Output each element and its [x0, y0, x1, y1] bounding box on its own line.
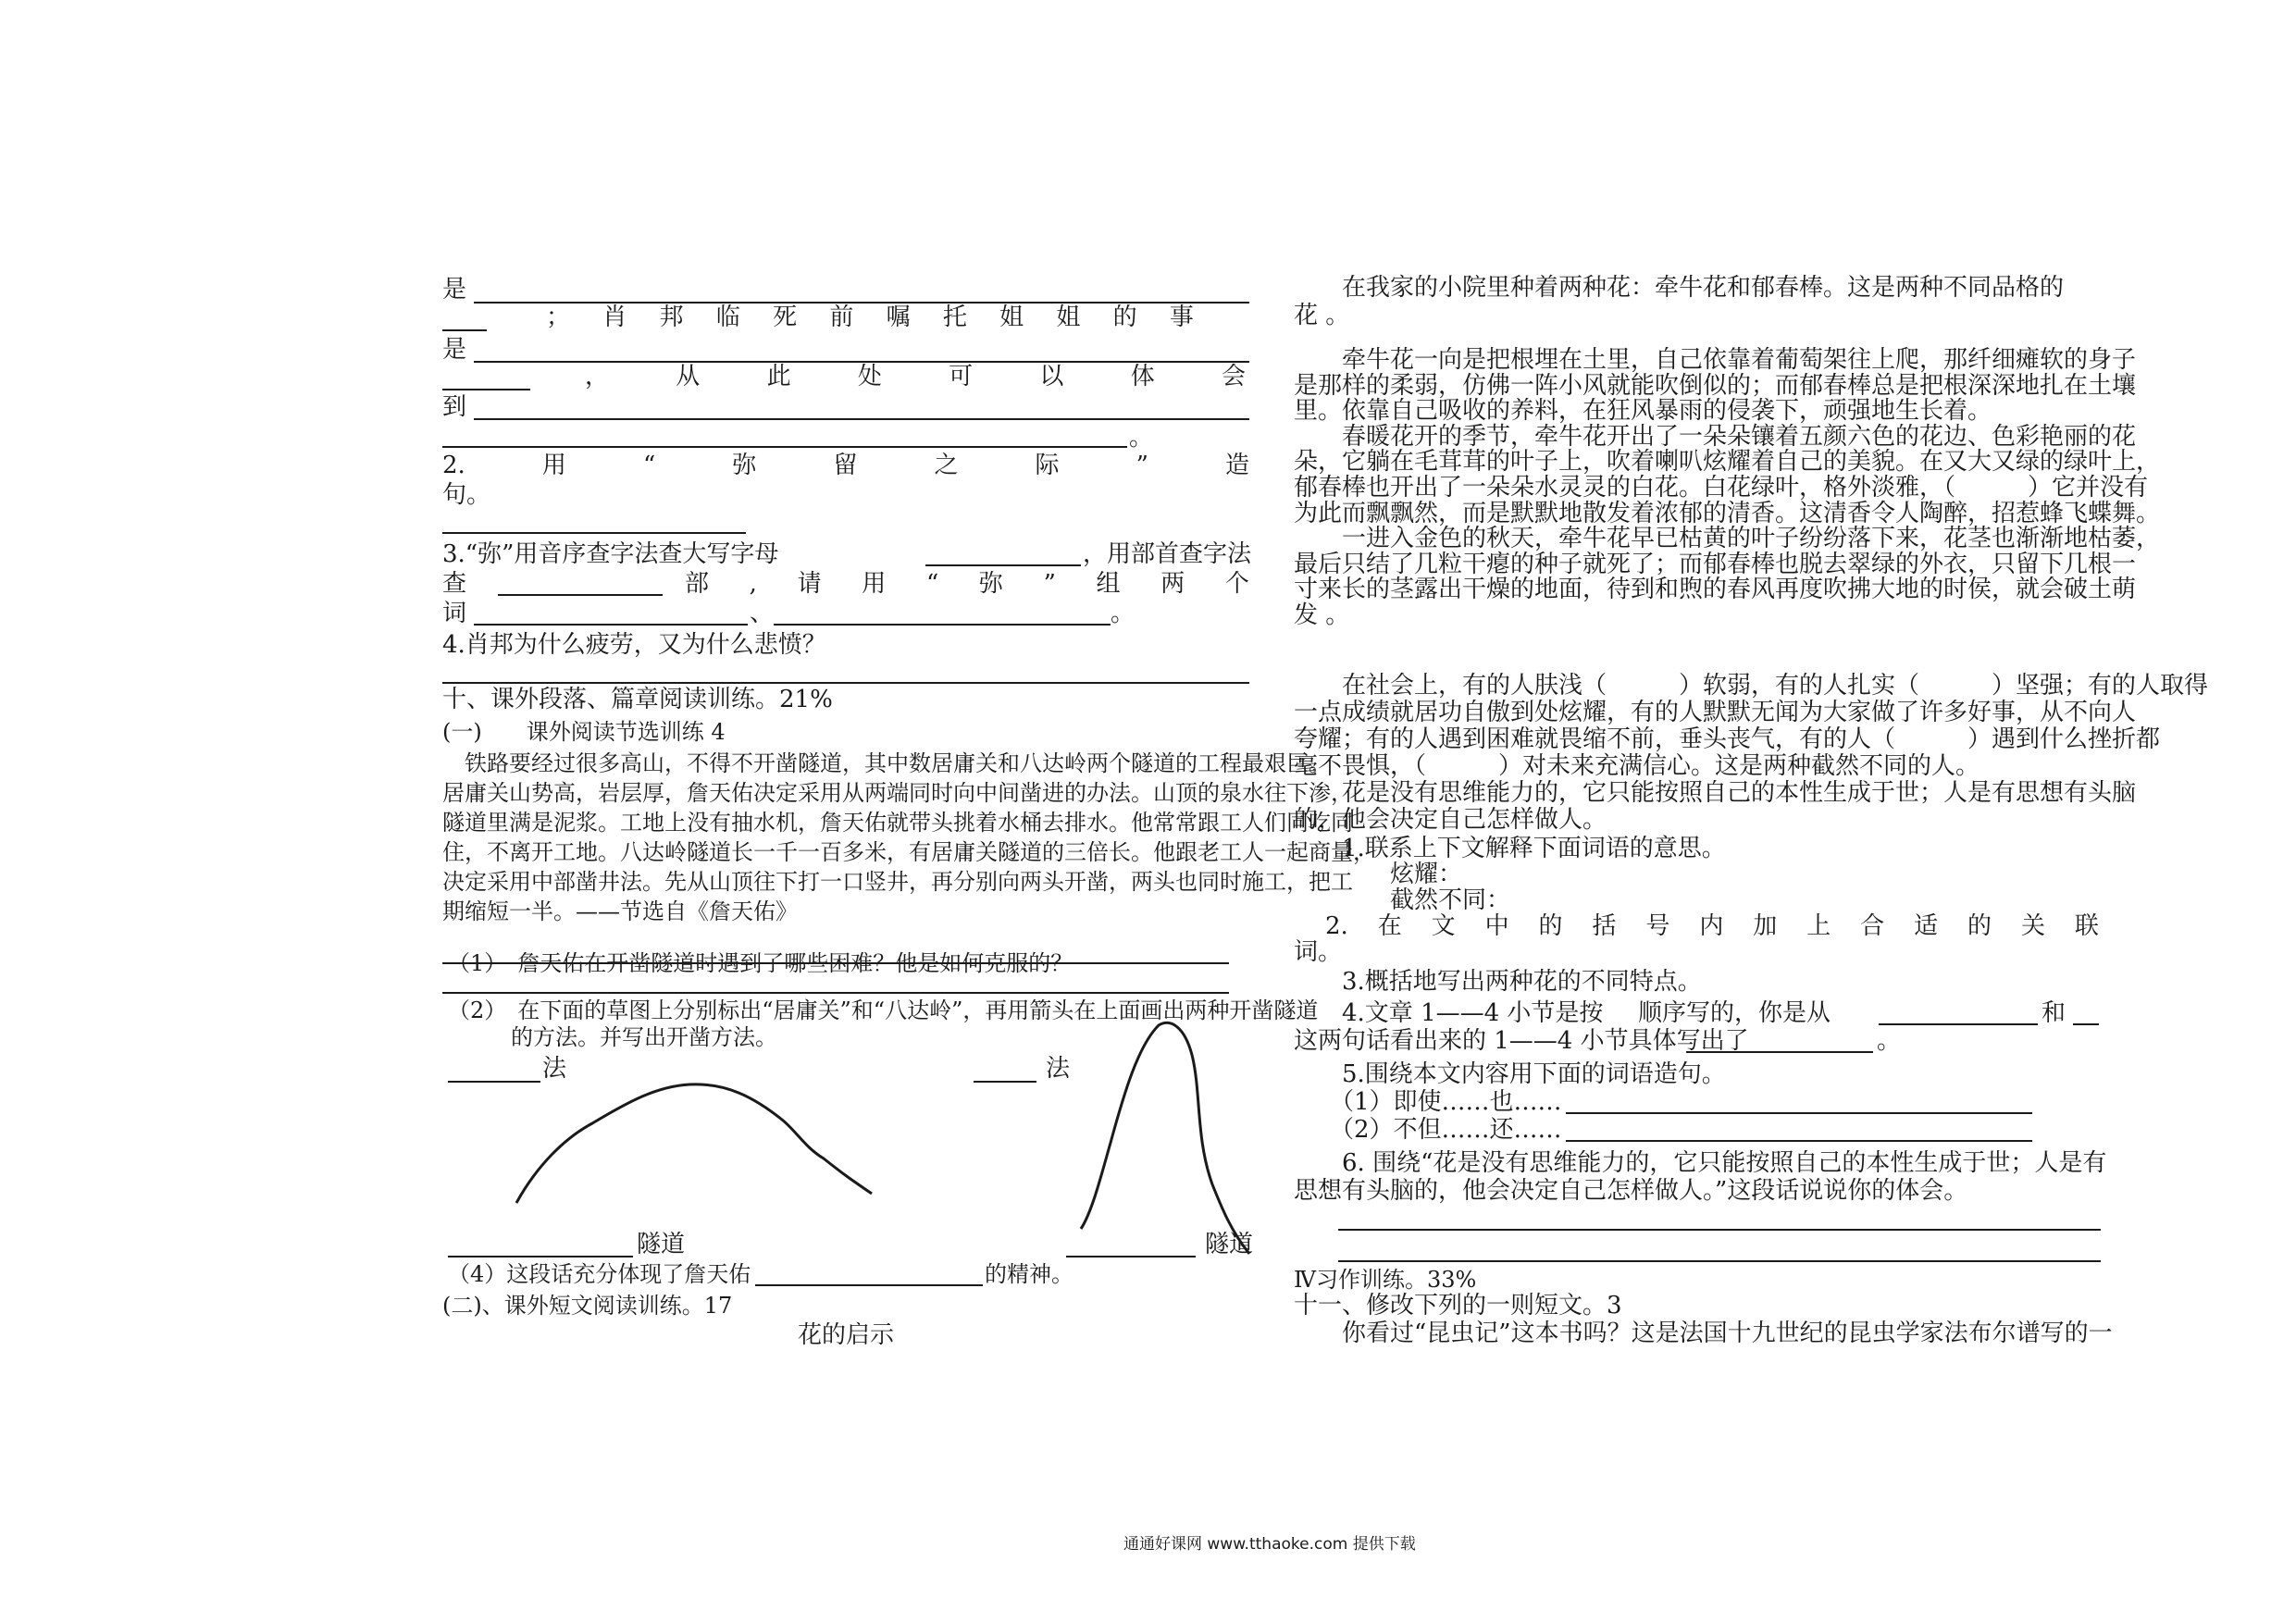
- answer-line: [1566, 1140, 2032, 1142]
- q2-tail: 句。: [442, 481, 491, 509]
- spaced-char: 临: [715, 304, 740, 331]
- spaced-char: 会: [1221, 363, 1246, 390]
- mountain-sketch-juyongguan: [500, 1064, 888, 1221]
- spaced-char: 部: [685, 570, 710, 598]
- spaced-char: 文: [1431, 912, 1456, 940]
- q3-spaced-line: [685, 570, 1249, 598]
- spaced-char: 在: [1377, 912, 1402, 940]
- answer-line: [774, 624, 1111, 626]
- spaced-char: 体: [1130, 363, 1155, 390]
- question-1: 1.联系上下文解释下面词语的意思。: [1294, 835, 1726, 862]
- spaced-char: 弥: [732, 452, 757, 479]
- spaced-char: 的: [1967, 912, 1992, 940]
- question-4-e: 。: [1877, 1027, 1902, 1055]
- spaced-char: 适: [1914, 912, 1939, 940]
- spaced-char: 姐: [999, 304, 1024, 331]
- question-2-b: 的方法。并写出开凿方法。: [511, 1024, 777, 1050]
- period: 。: [1129, 424, 1154, 452]
- spaced-char: 用: [862, 570, 887, 598]
- spaced-char: 前: [829, 304, 854, 331]
- spaced-char: 姐: [1056, 304, 1081, 331]
- text-line: 隧道里满是泥浆。工地上没有抽水机，詹天佑就带头挑着水桶去排水。他常常跟工人们同吃同: [442, 810, 1353, 836]
- question-4-d: 这两句话看出来的 1——4 小节具体写出了: [1294, 1027, 1749, 1055]
- text-line: 发 。: [1294, 601, 1350, 629]
- question-2-spaced: [1325, 912, 2099, 940]
- spaced-char: ,: [749, 570, 757, 598]
- spaced-char: 两: [1160, 570, 1185, 598]
- question-6-a: 6. 围绕“花是没有思维能力的，它只能按照自己的本性生成于世；人是有: [1294, 1149, 2107, 1177]
- spaced-char: 的: [1112, 304, 1137, 331]
- spaced-text-line: [546, 304, 1194, 331]
- spaced-char: 组: [1096, 570, 1121, 598]
- text-line: 春暖花开的季节，牵牛花开出了一朵朵镶着五颜六色的花边、色彩艳丽的花: [1294, 422, 2137, 451]
- spaced-char: ”: [1136, 452, 1148, 479]
- text-line: 的，他会决定自己怎样做人。: [1294, 806, 1607, 834]
- q3-dot: 、: [750, 600, 775, 627]
- spaced-char: 加: [1753, 912, 1778, 940]
- spaced-char: 用: [541, 452, 566, 479]
- fa-label-1: 法: [542, 1055, 567, 1083]
- text-line: 花是没有思维能力的，它只能按照自己的本性生成于世；人是有思想有头脑: [1294, 779, 2137, 807]
- answer-line: [925, 564, 1081, 566]
- answer-line: [442, 532, 746, 534]
- spaced-char: 请: [797, 570, 822, 598]
- question-2-tail: 词。: [1294, 938, 1343, 966]
- answer-line: [1066, 1256, 1196, 1258]
- question-5-2: （2）不但……还……: [1294, 1116, 1562, 1144]
- question-4-a: （4）这段话充分体现了詹天佑: [448, 1261, 751, 1287]
- spaced-char: 括: [1592, 912, 1617, 940]
- text-line: 铁路要经过很多高山，不得不开凿隧道，其中数居庸关和八达岭两个隧道的工程最艰巨。: [442, 750, 1331, 776]
- text-line: 决定采用中部凿井法。先从山顶往下打一口竖井，再分别向两头开凿，两头也同时施工，把工: [442, 869, 1353, 895]
- section-11: 十一、修改下列的一则短文。3: [1294, 1292, 1622, 1319]
- q3-b: ，用部首查字法: [1083, 540, 1252, 568]
- text-line: 住，不离开工地。八达岭隧道长一千一百多米，有居庸关隧道的三倍长。他跟老工人一起商量，: [442, 839, 1375, 865]
- q3-a: 3.“弥”用音序查字法查大写字母: [442, 540, 779, 568]
- text-line: 最后只结了几粒干瘪的种子就死了；而郁春棒也脱去翠绿的外衣，只留下几根一: [1294, 550, 2137, 578]
- spaced-char: 际: [1035, 452, 1060, 479]
- page-footer: 通通好课网 www.tthaoke.com 提供下载: [1123, 1535, 1416, 1554]
- text-line: 牵牛花一向是把根埋在土里，自己依靠着葡萄架往上爬，那纤细瘫软的身子: [1294, 346, 2137, 374]
- spaced-char: 肖: [602, 304, 627, 331]
- answer-line: [1879, 1023, 2038, 1025]
- answer-line: [474, 624, 748, 626]
- spaced-char: 可: [949, 363, 974, 390]
- question-2-a: （2） 在下面的草图上分别标出“居庸关”和“八达岭”，再用箭头在上面画出两种开凿隧道: [448, 997, 1319, 1023]
- text-line: 里。依靠自己吸收的养料，在狂风暴雨的侵袭下，顽强地生长着。: [1294, 397, 1992, 426]
- text-line: 是那样的柔弱，仿佛一阵小风就能吹倒似的；而郁春棒总是把根深深地扎在土壤: [1294, 371, 2137, 400]
- answer-line: [1566, 1112, 2032, 1114]
- answer-line: [442, 992, 1229, 994]
- question-1: （1） 詹天佑在开凿隧道时遇到了哪些困难？他是如何克服的？: [448, 950, 1074, 976]
- q-line5-label: 到: [442, 393, 467, 421]
- section-4: Ⅳ习作训练。33%: [1294, 1267, 1477, 1293]
- q-intro-label: 是: [442, 276, 467, 304]
- spaced-char: 号: [1645, 912, 1670, 940]
- spaced-char: 之: [934, 452, 959, 479]
- tunnel-label-1: 隧道: [637, 1231, 686, 1258]
- spaced-char: 弥: [978, 570, 1003, 598]
- spaced-text-line: [585, 363, 1246, 390]
- text-line: 朵，它躺在毛茸茸的叶子上，吹着喇叭炫耀着自己的美貌。在又大又绿的绿叶上，: [1294, 448, 2161, 477]
- question-3: 3.概括地写出两种花的不同特点。: [1294, 968, 1702, 996]
- sub-section-1: (一) 课外阅读节选训练 4: [442, 719, 726, 745]
- text-line: 为此而飘飘然，而是默默地散发着浓郁的清香。这清香令人陶醉，招惹蜂飞蝶舞。: [1294, 499, 2161, 527]
- spaced-char: ，: [585, 363, 610, 390]
- text-line: 寸来长的茎露出干燥的地面，待到和煦的春风再度吹拂大地的时侯，就会破土萌: [1294, 576, 2137, 604]
- spaced-char: ”: [1043, 570, 1056, 598]
- answer-line: [474, 418, 1249, 420]
- answer-line: [1338, 1229, 2101, 1231]
- q3-period: 。: [1111, 600, 1136, 627]
- answer-line: [2073, 1023, 2099, 1025]
- tunnel-label-2: 隧道: [1205, 1231, 1254, 1258]
- answer-line: [442, 329, 487, 331]
- text-line: 一进入金色的秋天，牵牛花早已枯黄的叶子纷纷落下来，花茎也渐渐地枯萎，: [1294, 525, 2161, 553]
- spaced-char: 此: [766, 363, 791, 390]
- question-4-b: 的精神。: [985, 1261, 1074, 1287]
- spaced-char: 托: [942, 304, 967, 331]
- question-5: 5.围绕本文内容用下面的词语造句。: [1294, 1060, 1726, 1088]
- text-line: 期缩短一半。——节选自《詹天佑》: [442, 898, 798, 924]
- text-line: 在社会上，有的人肤浅（ ）软弱，有的人扎实（ ）坚强；有的人取得: [1294, 672, 2209, 700]
- intro-line-1: 在我家的小院里种着两种花：牵牛花和郁春棒。这是两种不同品格的: [1294, 274, 2065, 302]
- text-line: 居庸关山势高，岩层厚，詹天佑决定采用从两端同时向中间凿进的办法。山顶的泉水往下渗，: [442, 780, 1353, 806]
- answer-line: [442, 682, 1249, 684]
- answer-line: [498, 594, 663, 596]
- fa-label-2: 法: [1046, 1055, 1071, 1083]
- text-line: 一点成绩就居功自傲到处炫耀，有的人默默无闻为大家做了许多好事，从不向人: [1294, 699, 2137, 726]
- text-line: 郁春棒也开出了一朵朵水灵灵的白花。白花绿叶，格外淡雅，（ ）它并没有: [1294, 474, 2149, 502]
- spaced-char: 从: [676, 363, 701, 390]
- sub-section-2: (二)、课外短文阅读训练。17: [442, 1293, 733, 1319]
- spaced-char: 造: [1224, 452, 1249, 479]
- spaced-char: 2.: [442, 452, 465, 479]
- answer-line: [448, 1256, 633, 1258]
- answer-line: [974, 1081, 1036, 1083]
- q2-spaced-line: [442, 452, 1249, 479]
- q3-c-start: 查: [442, 570, 467, 598]
- spaced-char: 邦: [659, 304, 684, 331]
- section-10: 十、课外段落、篇章阅读训练。21%: [442, 686, 833, 713]
- text-line: 夸耀；有的人遇到困难就畏缩不前，垂头丧气，有的人（ ）遇到什么挫折都: [1294, 725, 2161, 753]
- answer-line: [442, 446, 1127, 448]
- spaced-char: 的: [1538, 912, 1563, 940]
- question-6-b: 思想有头脑的，他会决定自己怎样做人。”这段话说说你的体会。: [1294, 1177, 1968, 1205]
- question-4-a: 4.文章 1——4 小节是按: [1294, 999, 1604, 1027]
- spaced-char: 关: [2020, 912, 2045, 940]
- answer-line: [442, 389, 530, 390]
- answer-line: [1338, 1260, 2101, 1262]
- short-essay-first-line: 你看过“昆虫记”这本书吗？这是法国十九世纪的昆虫学家法布尔谱写的一: [1294, 1319, 2113, 1347]
- spaced-char: 上: [1806, 912, 1831, 940]
- q3-d-label: 词: [442, 600, 467, 627]
- intro-line-2: 花 。: [1294, 302, 1350, 329]
- spaced-char: 留: [833, 452, 858, 479]
- answer-line: [755, 1284, 983, 1286]
- spaced-char: 2.: [1325, 912, 1348, 940]
- spaced-char: 中: [1484, 912, 1509, 940]
- spaced-char: “: [642, 452, 656, 479]
- spaced-char: 联: [2074, 912, 2099, 940]
- spaced-char: 合: [1860, 912, 1885, 940]
- word-jieranbutong: 截然不同：: [1294, 886, 1511, 914]
- question-4-c: 和: [2042, 999, 2066, 1027]
- text-line: 毫不畏惧，（ ）对未来充满信心。这是两种截然不同的人。: [1294, 752, 1980, 780]
- spaced-char: 事: [1169, 304, 1194, 331]
- mountain-sketch-badaling: [1074, 1018, 1314, 1258]
- spaced-char: 处: [857, 363, 882, 390]
- word-xuanyao: 炫耀：: [1294, 861, 1463, 888]
- answer-line: [442, 962, 1229, 964]
- q-line3-label: 是: [442, 336, 467, 364]
- spaced-char: 以: [1039, 363, 1064, 390]
- question-5-1: （1）即使……也……: [1294, 1088, 1562, 1116]
- story-title: 花的启示: [798, 1321, 895, 1349]
- spaced-char: 嘱: [886, 304, 911, 331]
- spaced-char: ；: [546, 304, 571, 331]
- spaced-char: 内: [1699, 912, 1724, 940]
- question-4-b: 顺序写的，你是从: [1638, 999, 1831, 1027]
- q4: 4.肖邦为什么疲劳，又为什么悲愤？: [442, 631, 826, 659]
- spaced-char: 死: [773, 304, 798, 331]
- answer-line: [1686, 1051, 1873, 1053]
- spaced-char: “: [925, 570, 939, 598]
- spaced-char: 个: [1224, 570, 1249, 598]
